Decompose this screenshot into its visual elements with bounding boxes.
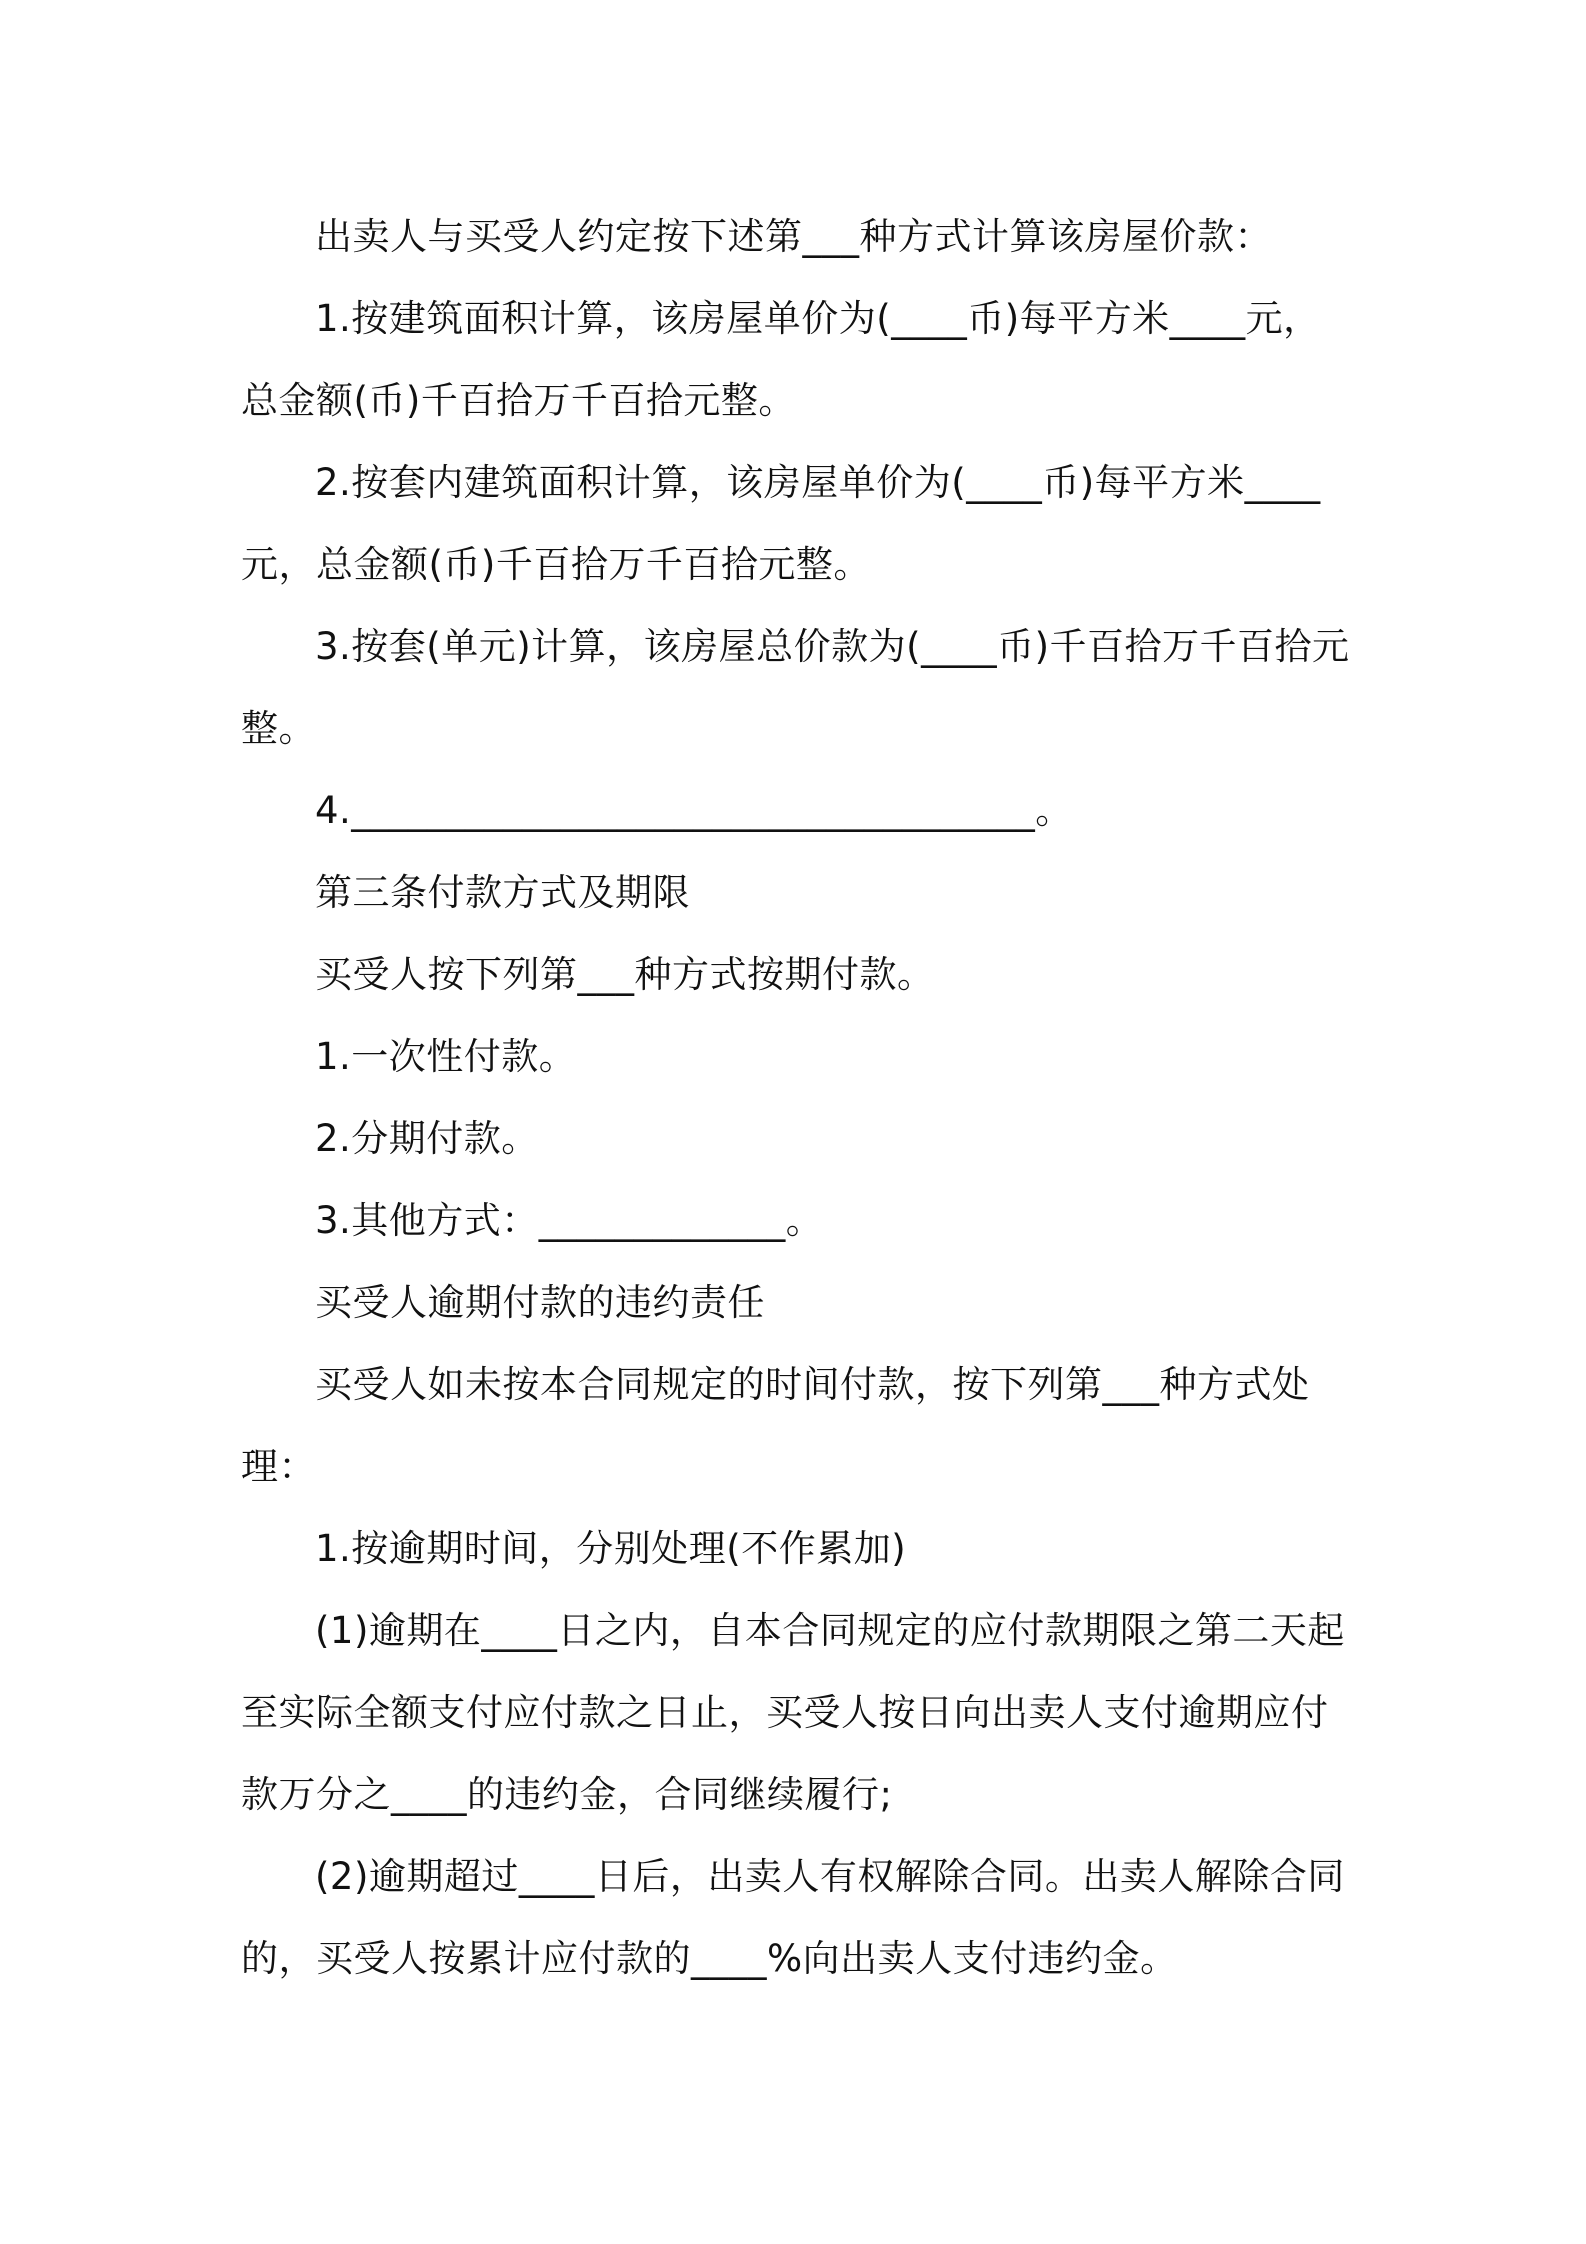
- paragraph-late-option-1: 1.按逾期时间，分别处理(不作累加): [315, 1527, 907, 1570]
- paragraph-payment-choice: 买受人按下列第___种方式按期付款。: [315, 953, 935, 996]
- paragraph-payment-other: 3.其他方式：_____________。: [315, 1199, 824, 1242]
- paragraph-late-sub-1: (1)逾期在____日之内，自本合同规定的应付款期限之第二天起至实际全额支付应付款之日止，买受人按日向出卖人支付逾期应付款万分之____的违约金，合同继续履行;: [241, 1609, 1345, 1816]
- paragraph-late-payment-choice: 买受人如未按本合同规定的时间付款，按下列第___种方式处理：: [241, 1363, 1310, 1488]
- paragraph-option-1-building-area: 1.按建筑面积计算，该房屋单价为(____币)每平方米____元，总金额(币)千百拾万千百拾元整。: [241, 297, 1321, 422]
- paragraph-price-method: 出卖人与买受人约定按下述第___种方式计算该房屋价款：: [315, 215, 1272, 258]
- paragraph-payment-lump-sum: 1.一次性付款。: [315, 1035, 577, 1078]
- section-heading-payment: 第三条付款方式及期限: [315, 871, 690, 914]
- document-body: [241, 196, 1353, 2000]
- paragraph-option-2-inner-area: 2.按套内建筑面积计算，该房屋单价为(____币)每平方米____元，总金额(币)千百拾万千百拾元整。: [241, 461, 1321, 586]
- section-heading-late-payment: 买受人逾期付款的违约责任: [315, 1281, 765, 1324]
- paragraph-payment-installment: 2.分期付款。: [315, 1117, 539, 1160]
- paragraph-option-4-blank: 4.____________________________________。: [315, 789, 1073, 832]
- paragraph-option-3-per-unit: 3.按套(单元)计算，该房屋总价款为(____币)千百拾万千百拾元整。: [241, 625, 1350, 750]
- paragraph-late-sub-2: (2)逾期超过____日后，出卖人有权解除合同。出卖人解除合同的，买受人按累计应付款的____%向出卖人支付违约金。: [241, 1855, 1345, 1980]
